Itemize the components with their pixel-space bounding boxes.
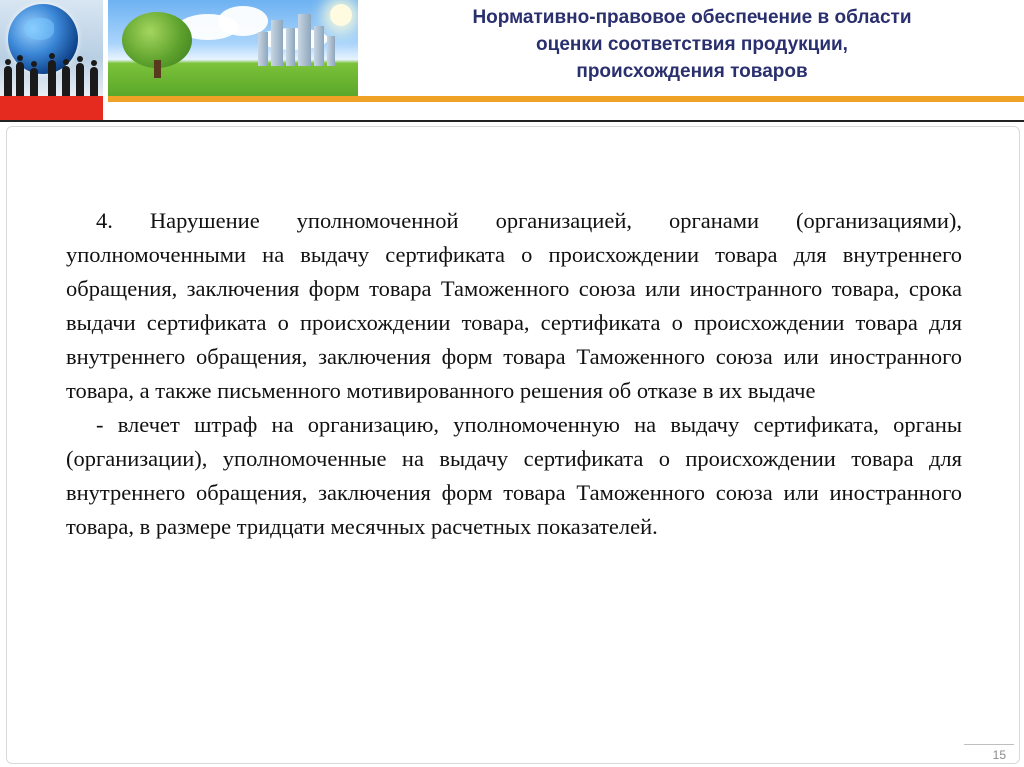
header-divider	[0, 120, 1024, 122]
red-accent-bar	[0, 96, 103, 122]
body-paragraph-1: 4. Нарушение уполномоченной организацией, органами (организациями), уполномоченными на выдачу сертификата о происхождении товара для внутреннего обращения, заключения форм товара Таможенного союза или иностранного товара, срока выдачи сертификата о происхождении товара, сертификата о происхождении товара для внутреннего обращения, заключения форм товара Таможенного союза или иностранного товара, а также письменного мотивированного решения об отказе в их выдаче	[66, 208, 962, 403]
page-number-rule	[964, 744, 1014, 745]
slide-body	[66, 204, 962, 544]
slide-header	[0, 0, 1024, 122]
title-line-1: Нормативно-правовое обеспечение в области	[472, 7, 912, 28]
title-line-3: происхождения товаров	[576, 61, 808, 82]
globe-panel	[0, 0, 103, 96]
business-people-silhouettes	[0, 48, 103, 96]
slide-title	[362, 4, 1022, 85]
sun-glow	[330, 4, 352, 26]
body-paragraph-2: - влечет штраф на организацию, уполномоченную на выдачу сертификата, органы (организации), уполномоченные на выдачу сертификата о происхождении товара для внутреннего обращения, заключения форм товара Таможенного союза или иностранного товара, в размере тридцати месячных расчетных показателей.	[66, 412, 962, 539]
tree-trunk	[154, 60, 161, 78]
orange-accent-bar	[108, 96, 1024, 102]
title-line-2: оценки соответствия продукции,	[536, 34, 848, 55]
landscape-image	[108, 0, 358, 96]
page-number: 15	[992, 748, 1006, 762]
